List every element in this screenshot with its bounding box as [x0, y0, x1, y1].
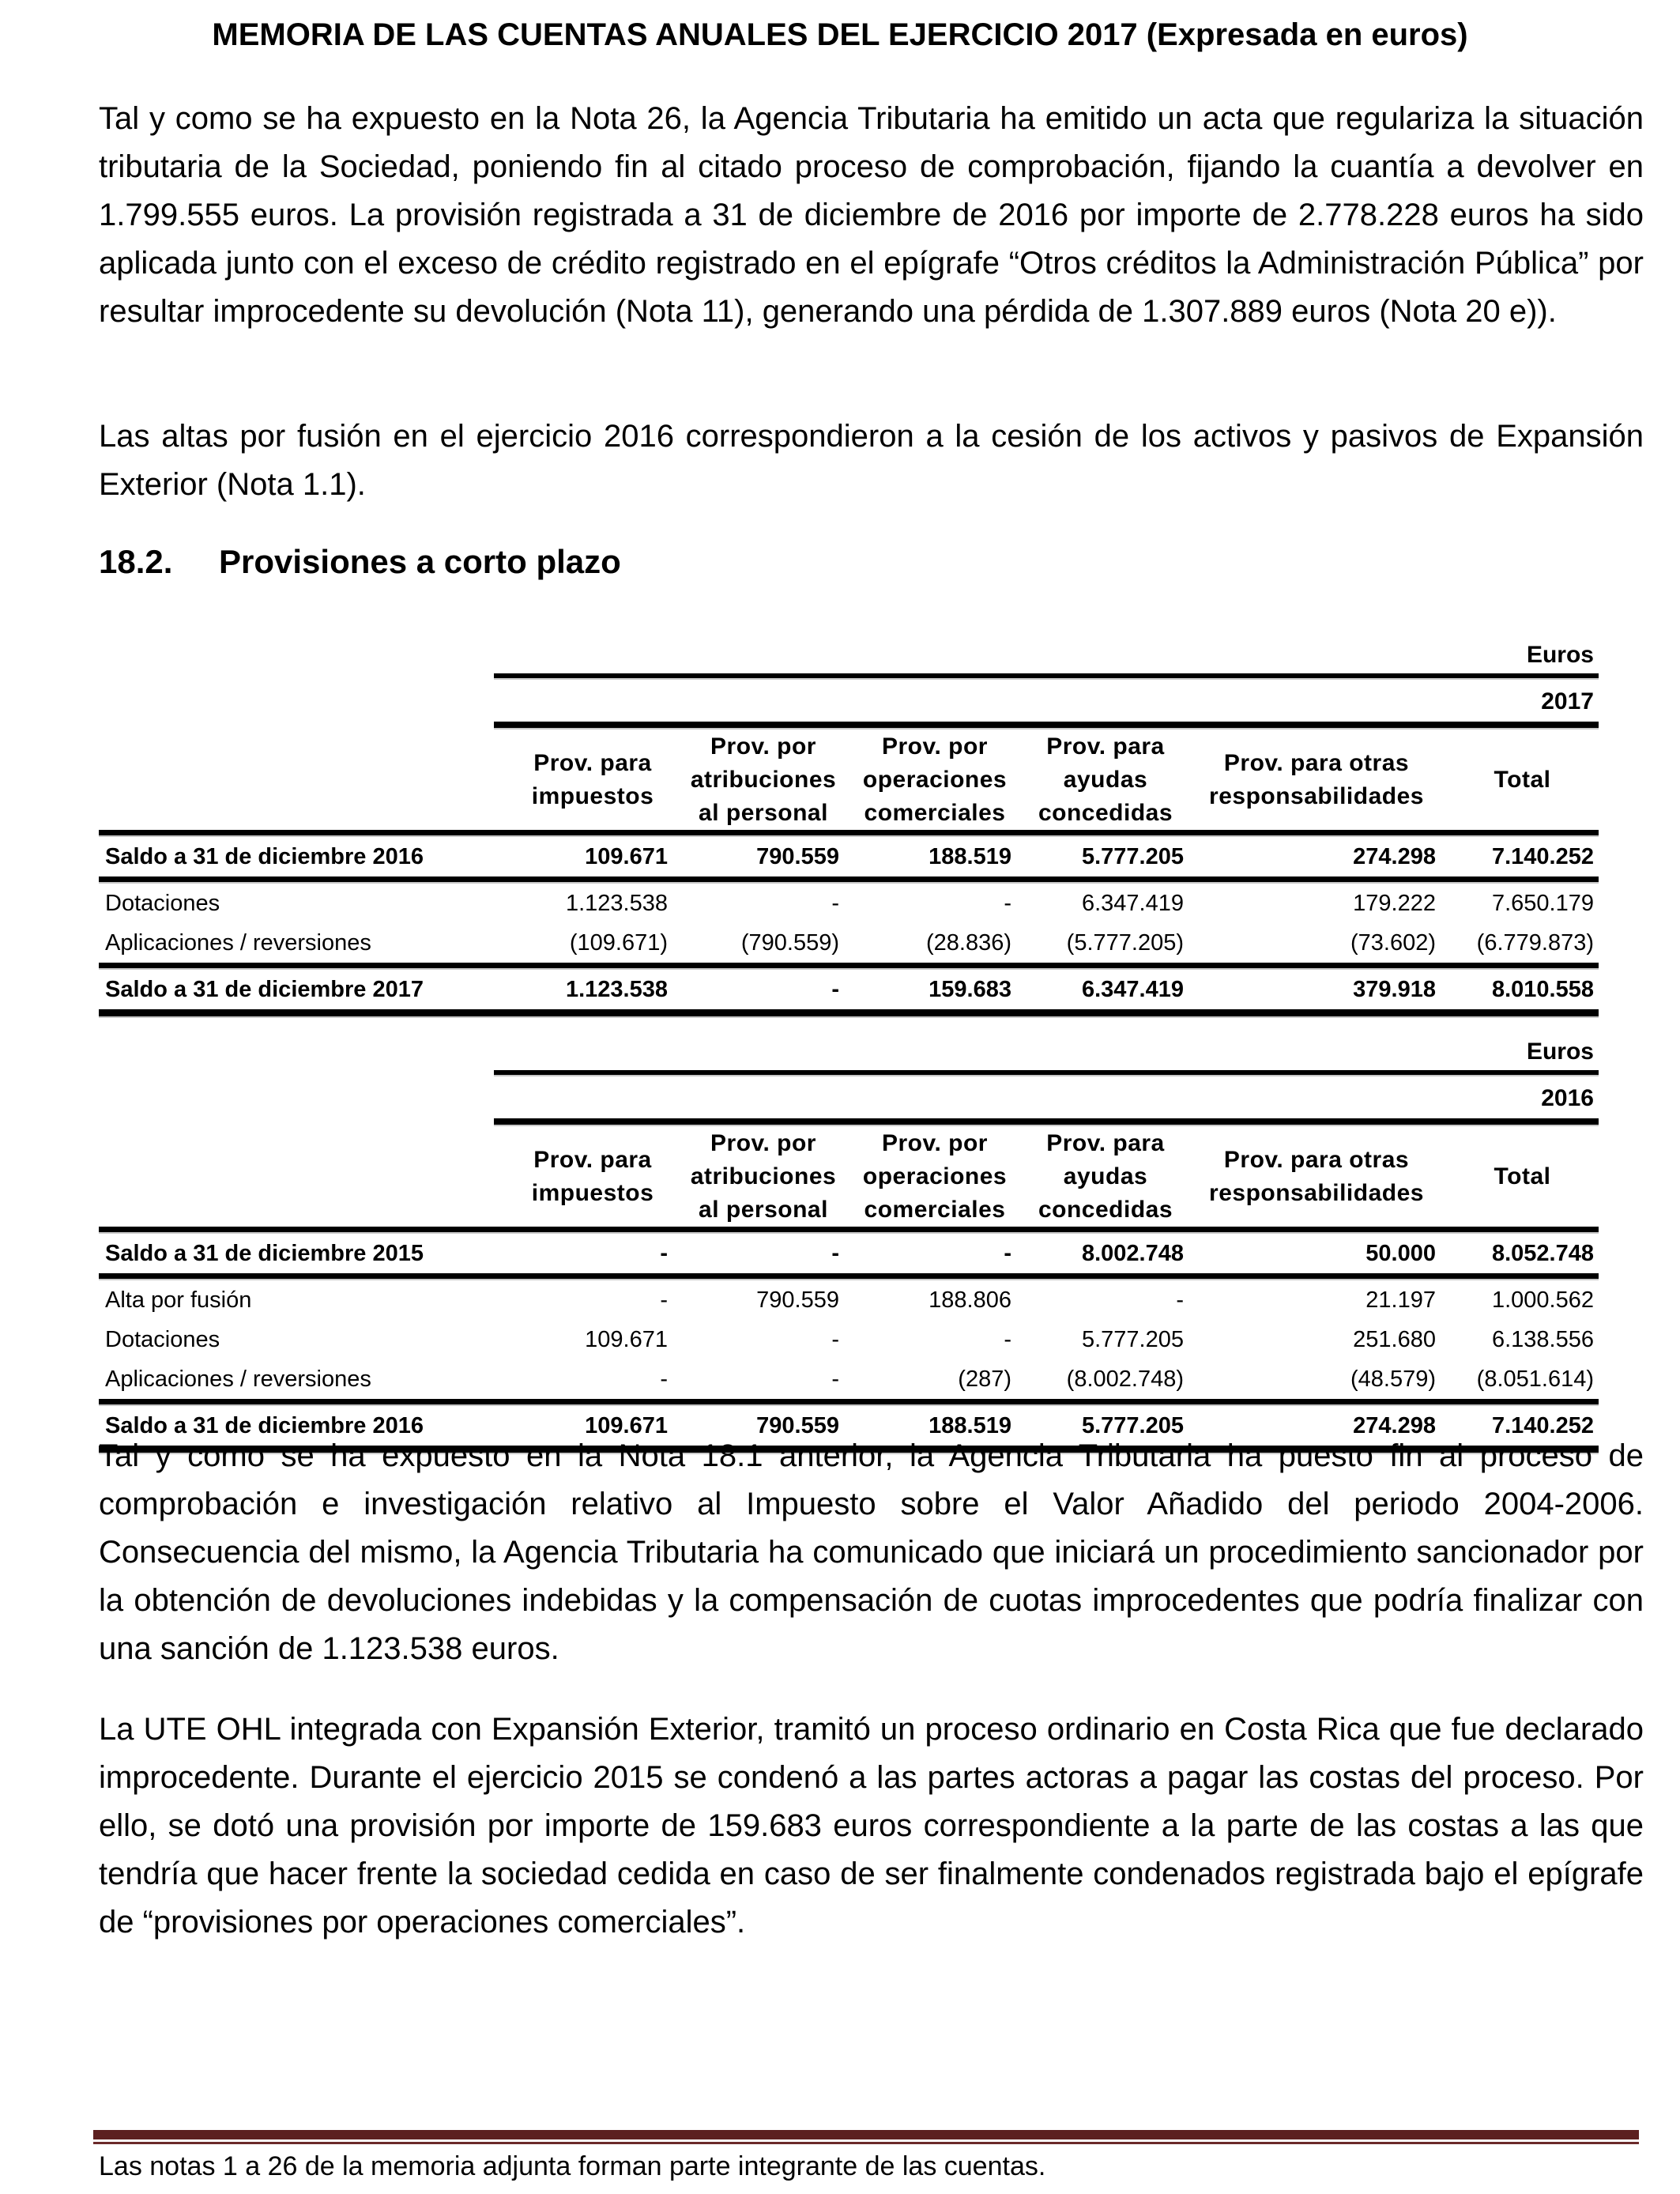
col-header-operaciones: Prov. por operaciones comerciales	[862, 733, 1008, 826]
year-label: 2016	[1541, 1085, 1594, 1111]
col-header-total: Total	[1494, 1163, 1551, 1189]
footer-note: Las notas 1 a 26 de la memoria adjunta forman parte integrante de las cuentas.	[99, 2151, 1046, 2181]
unit-label: Euros	[1526, 1039, 1594, 1065]
paragraph-tax-inspection: Tal y como se ha expuesto en la Nota 26, la Agencia Tributaria ha emitido un acta que regulariza la situación tributaria de la Sociedad, poniendo fin al citado proceso de comprobación, fijando la cuantía a devolver en 1.799.555 euros. La provisión registrada a 31 de diciembre de 2016 por importe de 2.778.228 euros ha sido aplicada junto con el exceso de crédito registrado en el epígrafe “Otros créditos la Administración Pública” por resultar improcedente su devolución (Nota 11), generando una pérdida de 1.307.889 euros (Nota 20 e)).	[99, 101, 1644, 329]
section-heading	[99, 540, 621, 584]
divider	[99, 830, 1599, 837]
table-row: Saldo a 31 de diciembre 2017 1.123.538 - 159.683 6.347.419 379.918 8.010.558	[105, 977, 1594, 1002]
table-row: Aplicaciones / reversiones - - (287) (8.002.748) (48.579) (8.051.614)	[105, 1367, 1594, 1392]
col-header-impuestos: Prov. para impuestos	[531, 1147, 654, 1206]
col-header-impuestos: Prov. para impuestos	[531, 750, 654, 809]
document-title: MEMORIA DE LAS CUENTAS ANUALES DEL EJERCICIO 2017 (Expresada en euros)	[212, 17, 1468, 52]
column-header-row	[99, 1127, 1599, 1227]
col-header-atribuciones: Prov. por atribuciones al personal	[690, 1130, 837, 1223]
provisions-table-2017	[99, 632, 1599, 1018]
divider	[99, 876, 1599, 884]
section-number: 18.2.	[99, 543, 173, 580]
table-row: Dotaciones 109.671 - - 5.777.205 251.680 6.138.556	[105, 1327, 1594, 1352]
divider	[494, 1070, 1599, 1076]
table-row: Saldo a 31 de diciembre 2016 109.671 790.559 188.519 5.777.205 274.298 7.140.252	[105, 844, 1594, 869]
year-label: 2017	[1541, 688, 1594, 714]
paragraph-merger-additions: Las altas por fusión en el ejercicio 2016 correspondieron a la cesión de los activos y pasivos de Expansión Exterior (Nota 1.1).	[99, 419, 1644, 502]
col-header-otras: Prov. para otras responsabilidades	[1209, 1147, 1424, 1206]
col-header-ayudas: Prov. para ayudas concedidas	[1038, 1130, 1173, 1223]
divider	[99, 1399, 1599, 1406]
col-header-ayudas: Prov. para ayudas concedidas	[1038, 733, 1173, 826]
year-row	[99, 1077, 1599, 1118]
col-header-atribuciones: Prov. por atribuciones al personal	[690, 733, 837, 826]
unit-label: Euros	[1526, 642, 1594, 668]
paragraph-sanction-procedure: Tal y como se ha expuesto en la Nota 18.1 anterior, la Agencia Tributaria ha puesto fin al proceso de comprobación e investigación relativo al Impuesto sobre el Valor Añadido del periodo 2004-2006. Consecuencia del mismo, la Agencia Tributaria ha comunicado que iniciará un procedimiento sancionador por la obtención de devoluciones indebidas y la compensación de cuotas improcedentes que podría finalizar con una sanción de 1.123.538 euros.	[99, 1438, 1644, 1666]
paragraph-costa-rica-process: La UTE OHL integrada con Expansión Exterior, tramitó un proceso ordinario en Costa Rica que fue declarado improcedente. Durante el ejercicio 2015 se condenó a las partes actoras a pagar las costas del proceso. Por ello, se dotó una provisión por importe de 159.683 euros correspondiente a la parte de las costas a las que tendría que hacer frente la sociedad cedida en caso de ser finalmente condenados registrada bajo el epígrafe de “provisiones por operaciones comerciales”.	[99, 1712, 1644, 1940]
column-header-row	[99, 730, 1599, 830]
footer-rule-thick	[93, 2130, 1639, 2139]
col-header-otras: Prov. para otras responsabilidades	[1209, 750, 1424, 809]
divider	[99, 1227, 1599, 1234]
table-row: Alta por fusión - 790.559 188.806 - 21.197 1.000.562	[105, 1287, 1594, 1313]
year-row	[99, 680, 1599, 722]
section-title: Provisiones a corto plazo	[219, 543, 621, 580]
divider	[494, 1118, 1599, 1126]
unit-row	[99, 1029, 1599, 1070]
divider	[99, 963, 1599, 970]
col-header-total: Total	[1494, 767, 1551, 793]
divider	[494, 673, 1599, 680]
table-row: Saldo a 31 de diciembre 2015 - - - 8.002.748 50.000 8.052.748	[105, 1241, 1594, 1266]
table-row: Dotaciones 1.123.538 - - 6.347.419 179.222 7.650.179	[105, 891, 1594, 916]
divider	[99, 1009, 1599, 1018]
col-header-operaciones: Prov. por operaciones comerciales	[862, 1130, 1008, 1223]
provisions-table-2016	[99, 1029, 1599, 1454]
table-row: Saldo a 31 de diciembre 2016 109.671 790.559 188.519 5.777.205 274.298 7.140.252	[105, 1413, 1594, 1438]
divider	[494, 722, 1599, 729]
unit-row	[99, 632, 1599, 673]
divider	[99, 1273, 1599, 1280]
footer-rule-thin	[93, 2142, 1639, 2144]
table-row: Aplicaciones / reversiones (109.671) (790.559) (28.836) (5.777.205) (73.602) (6.779.873)	[105, 930, 1594, 956]
